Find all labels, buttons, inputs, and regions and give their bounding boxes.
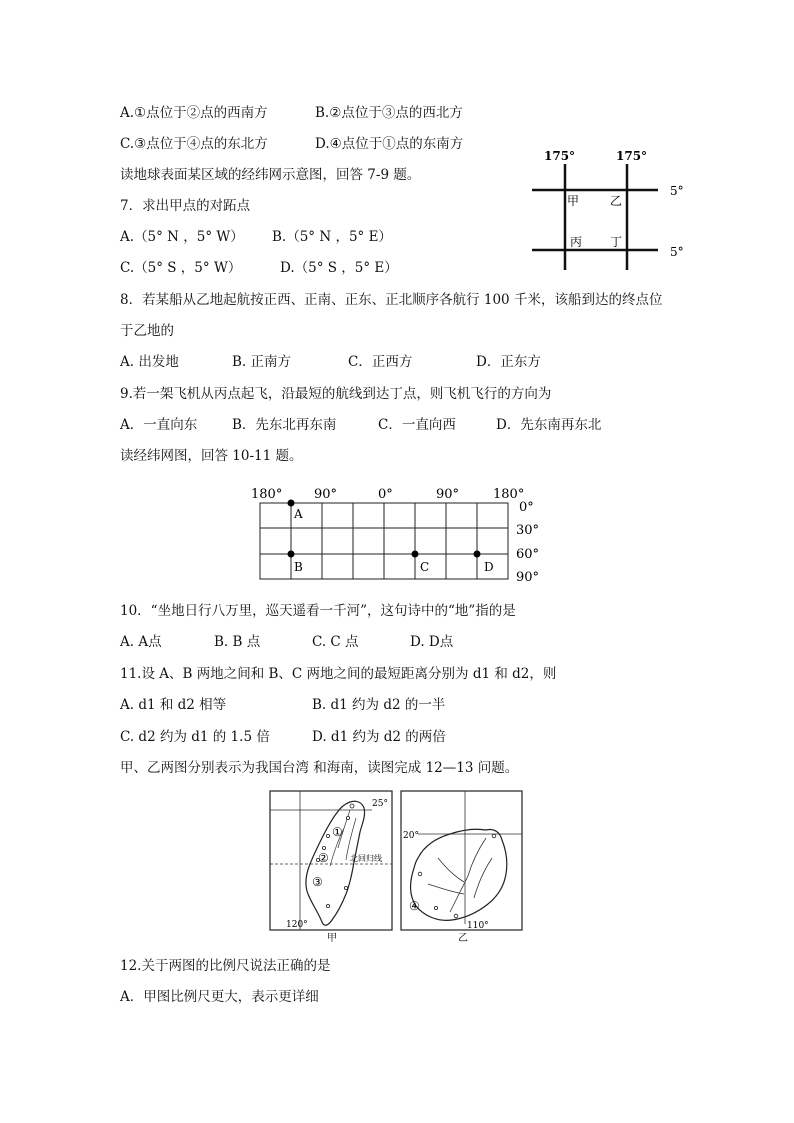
- q6-option-b: B.②点位于③点的西北方: [315, 105, 463, 121]
- q8-option-b: B. 正南方: [232, 354, 292, 370]
- q6-option-c: C.③点位于④点的东北方: [120, 136, 268, 152]
- q11-option-d: D. d1 约为 d2 的两倍: [312, 729, 446, 745]
- lon-label-right: 175°: [616, 149, 648, 163]
- grid-figure-1: [530, 148, 690, 272]
- q8-option-c: C．正西方: [348, 354, 413, 370]
- q9-option-d: D．先东南再东北: [496, 417, 602, 433]
- q11-option-c: C. d2 约为 d1 的 1.5 倍: [120, 729, 270, 745]
- q12-stem: 12.关于两图的比例尺说法正确的是: [120, 958, 331, 974]
- point-ding: 丁: [610, 235, 623, 249]
- lon-label-4: 90°: [436, 487, 460, 502]
- lat-label-bottom: 5°: [670, 245, 684, 259]
- lat-label-top: 5°: [670, 184, 684, 198]
- lon-label-5: 180°: [493, 487, 525, 502]
- q10-option-d: D. D点: [410, 634, 454, 650]
- q12-option-a: A．甲图比例尺更大，表示更详细: [120, 989, 319, 1005]
- caption-jia: 甲: [327, 933, 337, 944]
- grid-figure-2: [248, 484, 550, 584]
- point-yi: 乙: [610, 194, 623, 208]
- hainan-point-4: ④: [409, 899, 420, 913]
- island-maps-figure: [268, 788, 526, 944]
- q7-option-d: D.（5° S ，5° E）: [280, 260, 398, 276]
- q11-option-a: A. d1 和 d2 相等: [120, 697, 227, 713]
- q9-option-a: A．一直向东: [120, 417, 198, 433]
- point-d-label: D: [484, 560, 494, 574]
- point-d-dot: [474, 551, 481, 558]
- point-bing: 丙: [570, 235, 583, 249]
- point-c-dot: [412, 551, 419, 558]
- q10-stem: 10．“坐地日行八万里，巡天遥看一千河”，这句诗中的“地”指的是: [120, 603, 516, 619]
- point-a-label: A: [294, 507, 303, 521]
- taiwan-point-2: ②: [318, 851, 329, 865]
- taiwan-point-1: ①: [332, 825, 343, 839]
- lon-label-2: 90°: [314, 487, 338, 502]
- intro-10-11: 读经纬网图，回答 10-11 题。: [120, 448, 303, 464]
- q6-option-a: A.①点位于②点的西南方: [120, 105, 268, 121]
- q9-option-b: B．先东北再东南: [232, 417, 337, 433]
- q7-stem: 7．求出甲点的对跖点: [120, 198, 251, 214]
- taiwan-lat-label: 25°: [372, 799, 388, 809]
- lat-label-4: 90°: [516, 570, 540, 584]
- hainan-lat-label: 20°: [403, 831, 419, 841]
- intro-12-13: 甲、乙两图分别表示为我国台湾 和海南，读图完成 12—13 问题。: [120, 760, 519, 776]
- q11-option-b: B. d1 约为 d2 的一半: [312, 697, 446, 713]
- q11-stem: 11.设 A、B 两地之间和 B、C 两地之间的最短距离分别为 d1 和 d2，则: [120, 666, 557, 682]
- q9-option-c: C．一直向西: [378, 417, 456, 433]
- lat-label-1: 0°: [519, 500, 534, 515]
- q8-option-d: D．正东方: [476, 354, 541, 370]
- q8-option-a: A. 出发地: [120, 354, 179, 370]
- q7-option-c: C.（5° S ，5° W）: [120, 260, 242, 276]
- q10-option-a: A. A点: [120, 634, 162, 650]
- q8-stem-line2: 于乙地的: [120, 323, 174, 339]
- taiwan-lon-label: 120°: [286, 920, 308, 930]
- point-c-label: C: [420, 560, 430, 574]
- lon-label-3: 0°: [378, 487, 393, 502]
- point-b-dot: [288, 551, 295, 558]
- lon-label-left: 175°: [544, 149, 576, 163]
- caption-yi: 乙: [458, 933, 468, 944]
- point-b-label: B: [294, 560, 303, 574]
- q10-option-c: C. C 点: [312, 634, 359, 650]
- q6-option-d: D.④点位于①点的东南方: [315, 136, 464, 152]
- q7-option-a: A.（5° N ，5° W）: [120, 229, 244, 245]
- hainan-lon-label: 110°: [467, 921, 489, 931]
- q8-stem-line1: 8．若某船从乙地起航按正西、正南、正东、正北顺序各航行 100 千米，该船到达的终点位: [120, 292, 663, 308]
- intro-7-9: 读地球表面某区域的经纬网示意图，回答 7-9 题。: [120, 167, 421, 183]
- point-a-dot: [288, 500, 295, 507]
- lat-label-3: 60°: [516, 547, 540, 562]
- lon-label-1: 180°: [251, 487, 283, 502]
- lat-label-2: 30°: [516, 523, 540, 538]
- q10-option-b: B. B 点: [214, 634, 261, 650]
- q7-option-b: B.（5° N ，5° E）: [272, 229, 392, 245]
- point-jia: 甲: [567, 194, 580, 208]
- tropic-label: 北回归线: [350, 854, 382, 863]
- taiwan-point-3: ③: [312, 875, 323, 889]
- q9-stem: 9.若一架飞机从丙点起飞，沿最短的航线到达丁点，则飞机飞行的方向为: [120, 386, 552, 402]
